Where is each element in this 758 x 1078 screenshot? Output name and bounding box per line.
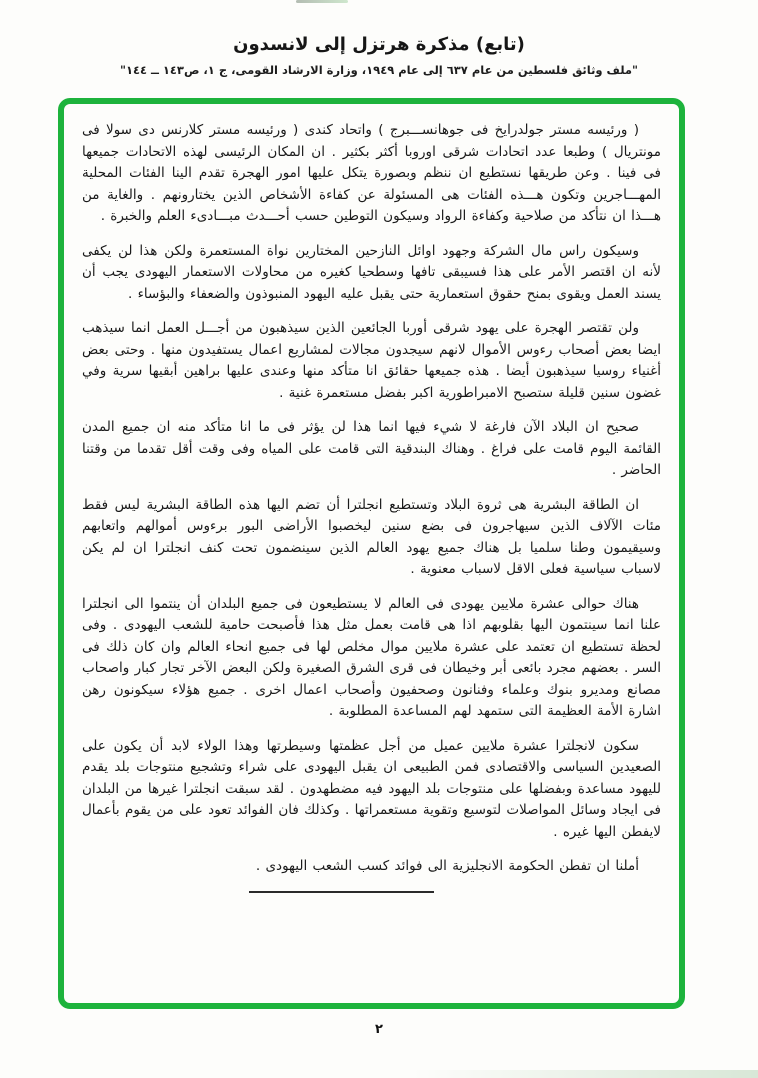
end-divider-rule bbox=[249, 891, 434, 893]
annotation-highlight-box bbox=[58, 98, 685, 1009]
paragraph: سكون لانجلترا عشرة ملايين عميل من أجل عظمتها وسيطرتها وهذا الولاء لابد أن يكون على الصعيدين السياسى والاقتصادى فمن الطبيعى ان يقبل اليهودى على شراء وتشجيع منتوجات بلد يقدم لليهود مساعدة وبفضلها على منتوجات بلد اليهود فيه مضطهدون . لقد سبقت انجلترا غيرها من البلدان فى ايجاد وسائل المواصلات لتوسيع وتقوية مستعمراتها . وكذلك فان الفوائد تعود على من يقوم بأعمال لايفطن اليها غيره . bbox=[82, 737, 661, 840]
paragraph: هناك حوالى عشرة ملايين يهودى فى العالم لا يستطيعون فى جميع البلدان أن ينتموا الى انجلترا علنا انما سينتمون اليها بقلوبهم اذا هى قامت بعمل مثل هذا فأصبحت حامية للشعب اليهودى . وفى لحظة تستطيع ان تعتمد على عشرة ملايين موال مخلص لها فى جميع انحاء العالم وان كان ذلك فى السر . بعضهم مجرد بائعى أبر وخيطان فى قرى الشرق الصغيرة ولكن البعض الآخر تجار كبار واصحاب مصانع ومديرو بنوك وعلماء وفنانون وصحفيون وأصحاب اعمال اخرى . جميع هؤلاء سيكونون رهن اشارة الأمة العظيمة التى ستمهد لهم المساعدة المطلوبة . bbox=[82, 595, 661, 719]
scan-artifact-top bbox=[296, 0, 348, 3]
document-body bbox=[82, 120, 661, 878]
page-number: ٢ bbox=[375, 1022, 383, 1037]
paragraph: ( ورئيسه مستر جولدرايخ فى جوهانســـبرج ) واتحاد كندى ( ورئيسه مستر كلارنس دى سولا فى مونتريال ) وطبعا عدد اتحادات شرقى اوروبا أكثر بكثير . ان المكان الرئيسى لهذه الاتحادات جميعها فى فينا . وعن طريقها نستطيع ان ننظم وبصورة يتكل عليها امور الهجرة تقدم الينا الفئات المحلية المهـــاجرين وتكون هـــذه الفئات هى المسئولة عن كفاءة الأشخاص الذين يختارونهم . والغاية من هـــذا ان نتأكد من صلاحية وكفاءة الرواد وسيكون التوطين حسب أحـــدث مبـــادىء العلم والخبرة . bbox=[82, 122, 661, 224]
paragraph: أملنا ان تفطن الحكومة الانجليزية الى فوائد كسب الشعب اليهودى . bbox=[255, 858, 639, 874]
document-header bbox=[0, 34, 758, 77]
paragraph: وسيكون راس مال الشركة وجهود اوائل النازحين المختارين نواة المستعمرة ولكن هذا لن يكفى لأنه ان اقتصر الأمر على هذا فسيبقى تافها وسطحيا كغيره من محاولات الاستعمار اليهودى يجب أن يسند العمل ويقوى بمنح حقوق استعمارية حتى يقبل عليه اليهود المنبوذون والضعفاء والبؤساء . bbox=[82, 242, 661, 302]
paragraph: ولن تقتصر الهجرة على يهود شرقى أوربا الجائعين الذين سيذهبون من أجـــل العمل انما سيذهب ايضا بعض أصحاب رءوس الأموال لانهم سيجدون مجالات لمشاريع اعمال يستفيدون منها . وحتى بعض أغنياء روسيا سيذهبون أيضا . هذه جميعها حقائق انا متأكد منها وعندى عليها براهين أبقيها سرية وفي غضون سنين قليلة ستصبح الامبراطورية اكبر بفضل مستعمرة غنية . bbox=[82, 320, 661, 401]
document-source-citation: "ملف وثائق فلسطين من عام ٦٣٧ إلى عام ١٩٤٩، وزارة الارشاد القومى، ج ١، ص١٤٣ ــ ١٤٤" bbox=[119, 63, 639, 77]
paragraph: صحيح ان البلاد الآن فارغة لا شيء فيها انما هذا لن يؤثر فى ما انا متأكد منه ان جميع المدن القائمة اليوم قامت على فراغ . وهناك البندقية التى قامت على المياه وفى وقت أقل تقدما من وقتنا الحاضر . bbox=[82, 419, 661, 478]
document-title: (تابع) مذكرة هرتزل إلى لانسدون bbox=[233, 34, 525, 55]
scan-artifact-bottom bbox=[413, 1070, 758, 1078]
paragraph: ان الطاقة البشرية هى ثروة البلاد وتستطيع انجلترا أن تضم اليها هذه الطاقة البشرية ليس فقط مئات الآلاف الذين سيهاجرون فى بضع سنين ليخصبوا الأراضى البور برءوس أموالهم واتعابهم وسيقيمون وطنا سلميا بل هناك جميع يهود العالم الذين سينضمون تحت كنف انجلترا ان لم يكن لاسباب سياسية فعلى الاقل لاسباب معنوية . bbox=[82, 496, 661, 577]
